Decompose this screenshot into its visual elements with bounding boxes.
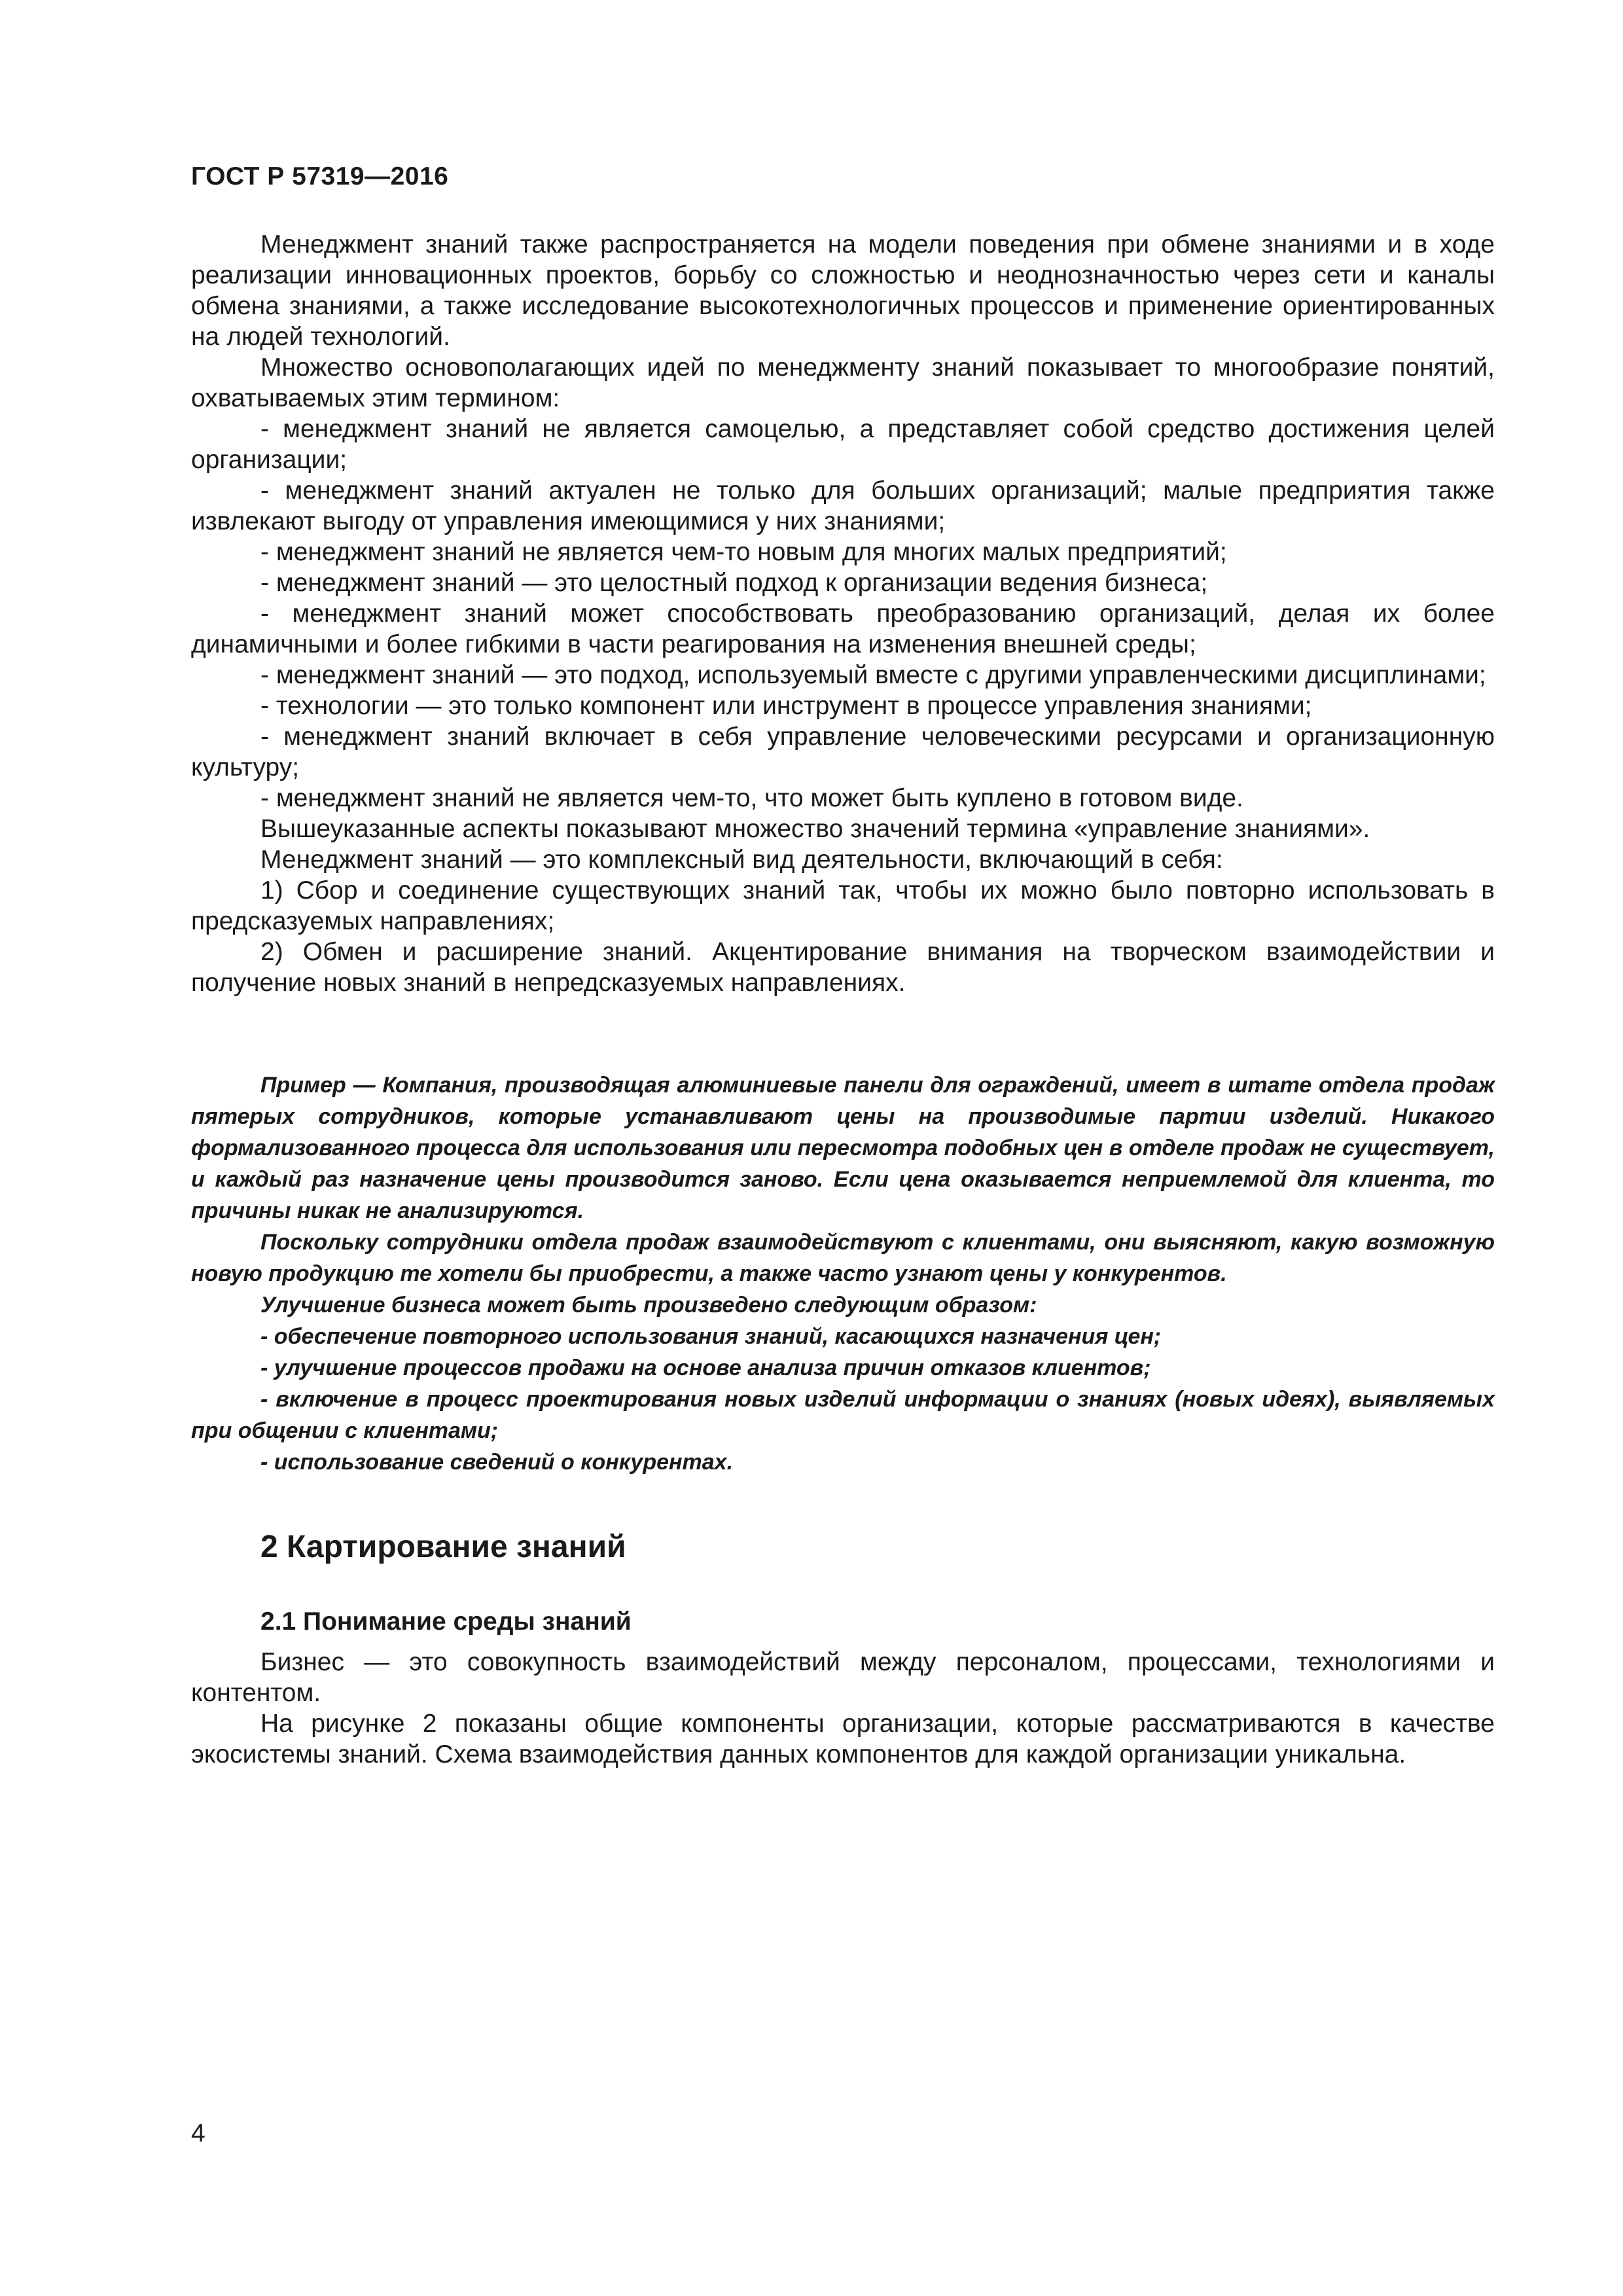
list-item: - менеджмент знаний не является самоцелью, а представляет собой средство достижения целей организации; (191, 415, 1495, 474)
list-item: - менеджмент знаний включает в себя управление человеческими ресурсами и организационную культуру; (191, 723, 1495, 781)
numbered-item: 1) Сбор и соединение существующих знаний так, чтобы их можно было повторно использовать в предсказуемых направлениях; (191, 876, 1495, 935)
example-block (191, 1069, 1495, 1478)
example-paragraph: Улучшение бизнеса может быть произведено следующим образом: (260, 1293, 1037, 1318)
section-body (191, 1647, 1495, 1770)
subsection-title: 2.1 Понимание среды знаний (260, 1607, 632, 1636)
list-item: - менеджмент знаний не является чем-то, что может быть куплено в готовом виде. (260, 784, 1243, 812)
example-list-item: - использование сведений о конкурентах. (260, 1450, 734, 1475)
paragraph: Вышеуказанные аспекты показывают множество значений термина «управление знаниями». (260, 815, 1370, 843)
section-title: 2 Картирование знаний (260, 1530, 626, 1564)
intro-text (191, 229, 1495, 998)
example-paragraph: Пример — Компания, производящая алюминиевые панели для ограждений, имеет в штате отдела продаж пятерых сотрудников, которые устанавливают цены на производимые партии изделий. Никакого формализованного процесса для использования или пересмотра подобных цен в отделе продаж не существует, и каждый раз назначение цены производится заново. Если цена оказывается неприемлемой для клиента, то причины никак не анализируются. (191, 1073, 1495, 1223)
paragraph: Менеджмент знаний — это комплексный вид деятельности, включающий в себя: (260, 846, 1223, 874)
paragraph: Множество основополагающих идей по менеджменту знаний показывает то многообразие понятий, охватываемых этим термином: (191, 353, 1495, 412)
list-item: - менеджмент знаний — это целостный подход к организации ведения бизнеса; (260, 569, 1208, 597)
paragraph: Бизнес — это совокупность взаимодействий между персоналом, процессами, технологиями и контентом. (191, 1648, 1495, 1707)
example-list-item: - обеспечение повторного использования знаний, касающихся назначения цен; (260, 1324, 1162, 1349)
example-paragraph: Поскольку сотрудники отдела продаж взаимодействуют с клиентами, они выясняют, какую возможную новую продукцию те хотели бы приобрести, а также часто узнают цены у конкурентов. (191, 1230, 1495, 1286)
paragraph: На рисунке 2 показаны общие компоненты организации, которые рассматриваются в качестве экосистемы знаний. Схема взаимодействия данных компонентов для каждой организации уникальна. (191, 1710, 1495, 1768)
numbered-item: 2) Обмен и расширение знаний. Акцентирование внимания на творческом взаимодействии и получение новых знаний в непредсказуемых направлениях. (191, 938, 1495, 997)
paragraph: Менеджмент знаний также распространяется на модели поведения при обмене знаниями и в ходе реализации инновационных проектов, борьбу со сложностью и неоднозначностью через сети и каналы обмена знаниями, а также исследование высокотехнологичных процессов и применение ориентированных на людей технологий. (191, 230, 1495, 351)
example-list-item: - улучшение процессов продажи на основе анализа причин отказов клиентов; (260, 1355, 1151, 1380)
list-item: - менеджмент знаний может способствовать преобразованию организаций, делая их более динамичными и более гибкими в части реагирования на изменения внешней среды; (191, 600, 1495, 658)
example-list-item: - включение в процесс проектирования новых изделий информации о знаниях (новых идеях), выявляемых при общении с клиентами; (191, 1387, 1495, 1443)
list-item: - менеджмент знаний актуален не только для больших организаций; малые предприятия также извлекают выгоду от управления имеющимися у них знаниями; (191, 476, 1495, 535)
list-item: - менеджмент знаний — это подход, используемый вместе с другими управленческими дисциплинами; (260, 661, 1486, 689)
list-item: - технологии — это только компонент или инструмент в процессе управления знаниями; (260, 692, 1312, 720)
page-number: 4 (191, 2119, 205, 2147)
list-item: - менеджмент знаний не является чем-то новым для многих малых предприятий; (260, 538, 1227, 566)
document-header: ГОСТ Р 57319—2016 (191, 162, 449, 190)
